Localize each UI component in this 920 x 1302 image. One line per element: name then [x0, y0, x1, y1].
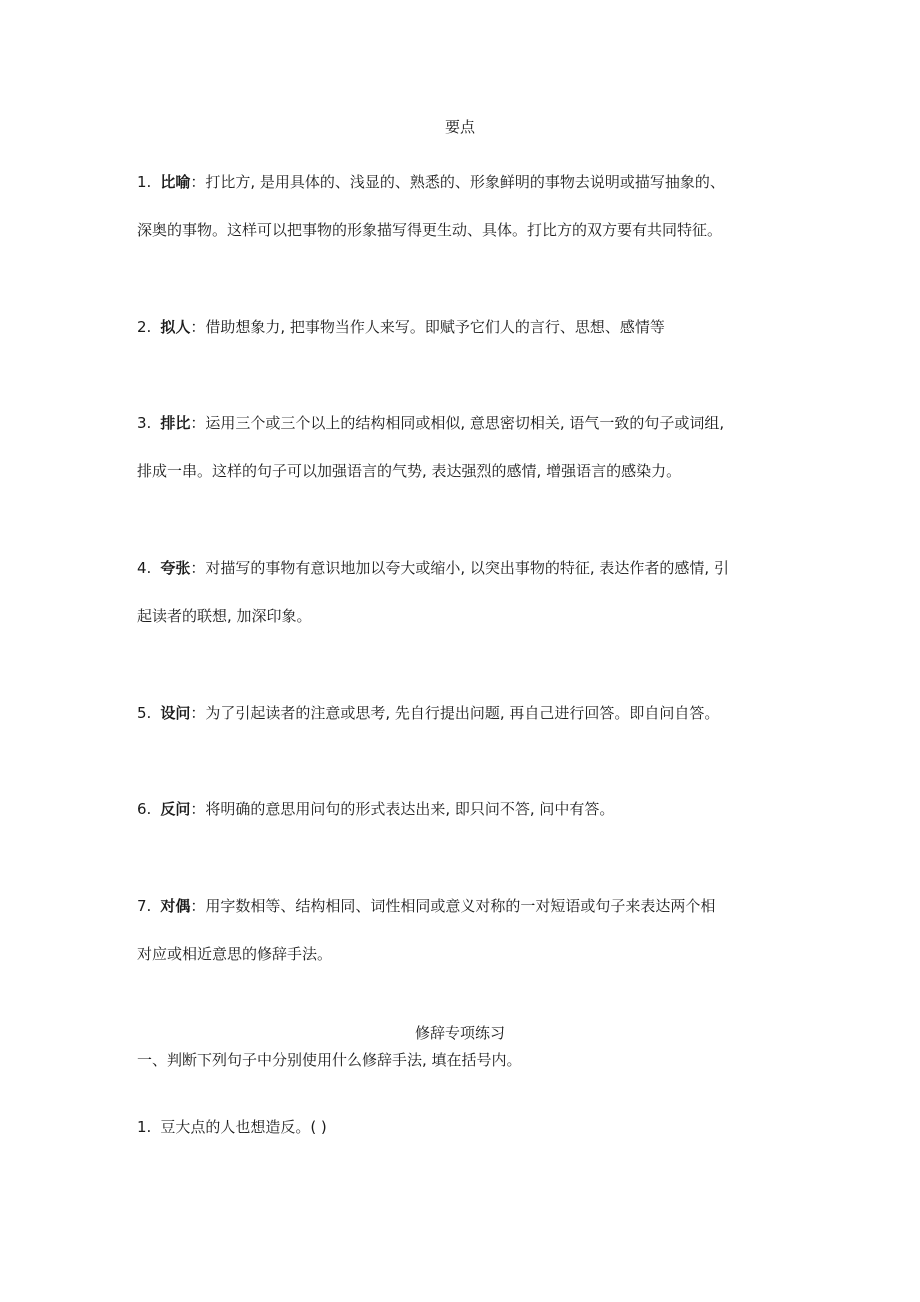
item-line-1 — [137, 413, 787, 433]
item-line-1 — [137, 558, 787, 578]
item-line-1 — [137, 896, 787, 916]
item-separator: ： — [190, 559, 206, 577]
item-text: 打比方, 是用具体的、浅显的、熟悉的、形象鲜明的事物去说明或描写抽象的、 — [205, 173, 725, 191]
rhetoric-item-hyperbole — [137, 558, 787, 626]
rhetoric-item-reverse-question — [137, 799, 787, 819]
item-term: 比喻 — [160, 173, 191, 191]
page-title: 要点 — [444, 118, 475, 136]
item-line-2: 对应或相近意思的修辞手法。 — [137, 945, 333, 963]
item-term: 反问 — [160, 800, 191, 818]
item-separator: ： — [190, 173, 206, 191]
rhetoric-item-antithesis — [137, 896, 787, 964]
item-number: 1. — [137, 173, 152, 191]
item-text: 对描写的事物有意识地加以夸大或缩小, 以突出事物的特征, 表达作者的感情, 引 — [205, 559, 729, 577]
item-separator: ： — [190, 318, 206, 336]
item-text: 用字数相等、结构相同、词性相同或意义对称的一对短语或句子来表达两个相 — [205, 897, 716, 915]
item-number: 6. — [137, 800, 152, 818]
item-term: 设问 — [160, 704, 191, 722]
item-term: 拟人 — [160, 318, 191, 336]
rhetoric-item-parallelism — [137, 413, 787, 481]
item-term: 夸张 — [160, 559, 191, 577]
item-separator: ： — [190, 704, 206, 722]
rhetoric-item-metaphor — [137, 172, 787, 240]
item-separator: ： — [190, 800, 206, 818]
item-number: 2. — [137, 318, 152, 336]
section-title: 修辞专项练习 — [414, 1024, 505, 1042]
item-line-1 — [137, 799, 787, 819]
item-text: 为了引起读者的注意或思考, 先自行提出问题, 再自己进行回答。即自问自答。 — [205, 704, 720, 722]
rhetoric-item-personification — [137, 317, 787, 337]
item-separator: ： — [190, 414, 206, 432]
item-line-1 — [137, 317, 787, 337]
item-number: 4. — [137, 559, 152, 577]
item-number: 5. — [137, 704, 152, 722]
item-text: 借助想象力, 把事物当作人来写。即赋予它们人的言行、思想、感情等 — [205, 318, 665, 336]
item-line-2: 深奥的事物。这样可以把事物的形象描写得更生动、具体。打比方的双方要有共同特征。 — [137, 221, 723, 239]
item-text: 运用三个或三个以上的结构相同或相似, 意思密切相关, 语气一致的句子或词组, — [205, 414, 725, 432]
item-line-2: 排成一串。这样的句子可以加强语言的气势, 表达强烈的感情, 增强语言的感染力。 — [137, 462, 682, 480]
item-number: 3. — [137, 414, 152, 432]
rhetoric-item-rhetorical-question — [137, 703, 787, 723]
exercise-question — [137, 1117, 327, 1137]
exercise-instruction: 一、判断下列句子中分别使用什么修辞手法, 填在括号内。 — [137, 1051, 522, 1069]
item-line-1 — [137, 172, 787, 192]
item-line-1 — [137, 703, 787, 723]
item-text: 将明确的意思用问句的形式表达出来, 即只问不答, 问中有答。 — [205, 800, 615, 818]
item-term: 排比 — [160, 414, 191, 432]
item-term: 对偶 — [160, 897, 191, 915]
item-separator: ： — [190, 897, 206, 915]
item-line-2: 起读者的联想, 加深印象。 — [137, 607, 312, 625]
item-number: 7. — [137, 897, 152, 915]
question-text: 豆大点的人也想造反。( ) — [160, 1118, 327, 1136]
question-number: 1. — [137, 1118, 152, 1136]
